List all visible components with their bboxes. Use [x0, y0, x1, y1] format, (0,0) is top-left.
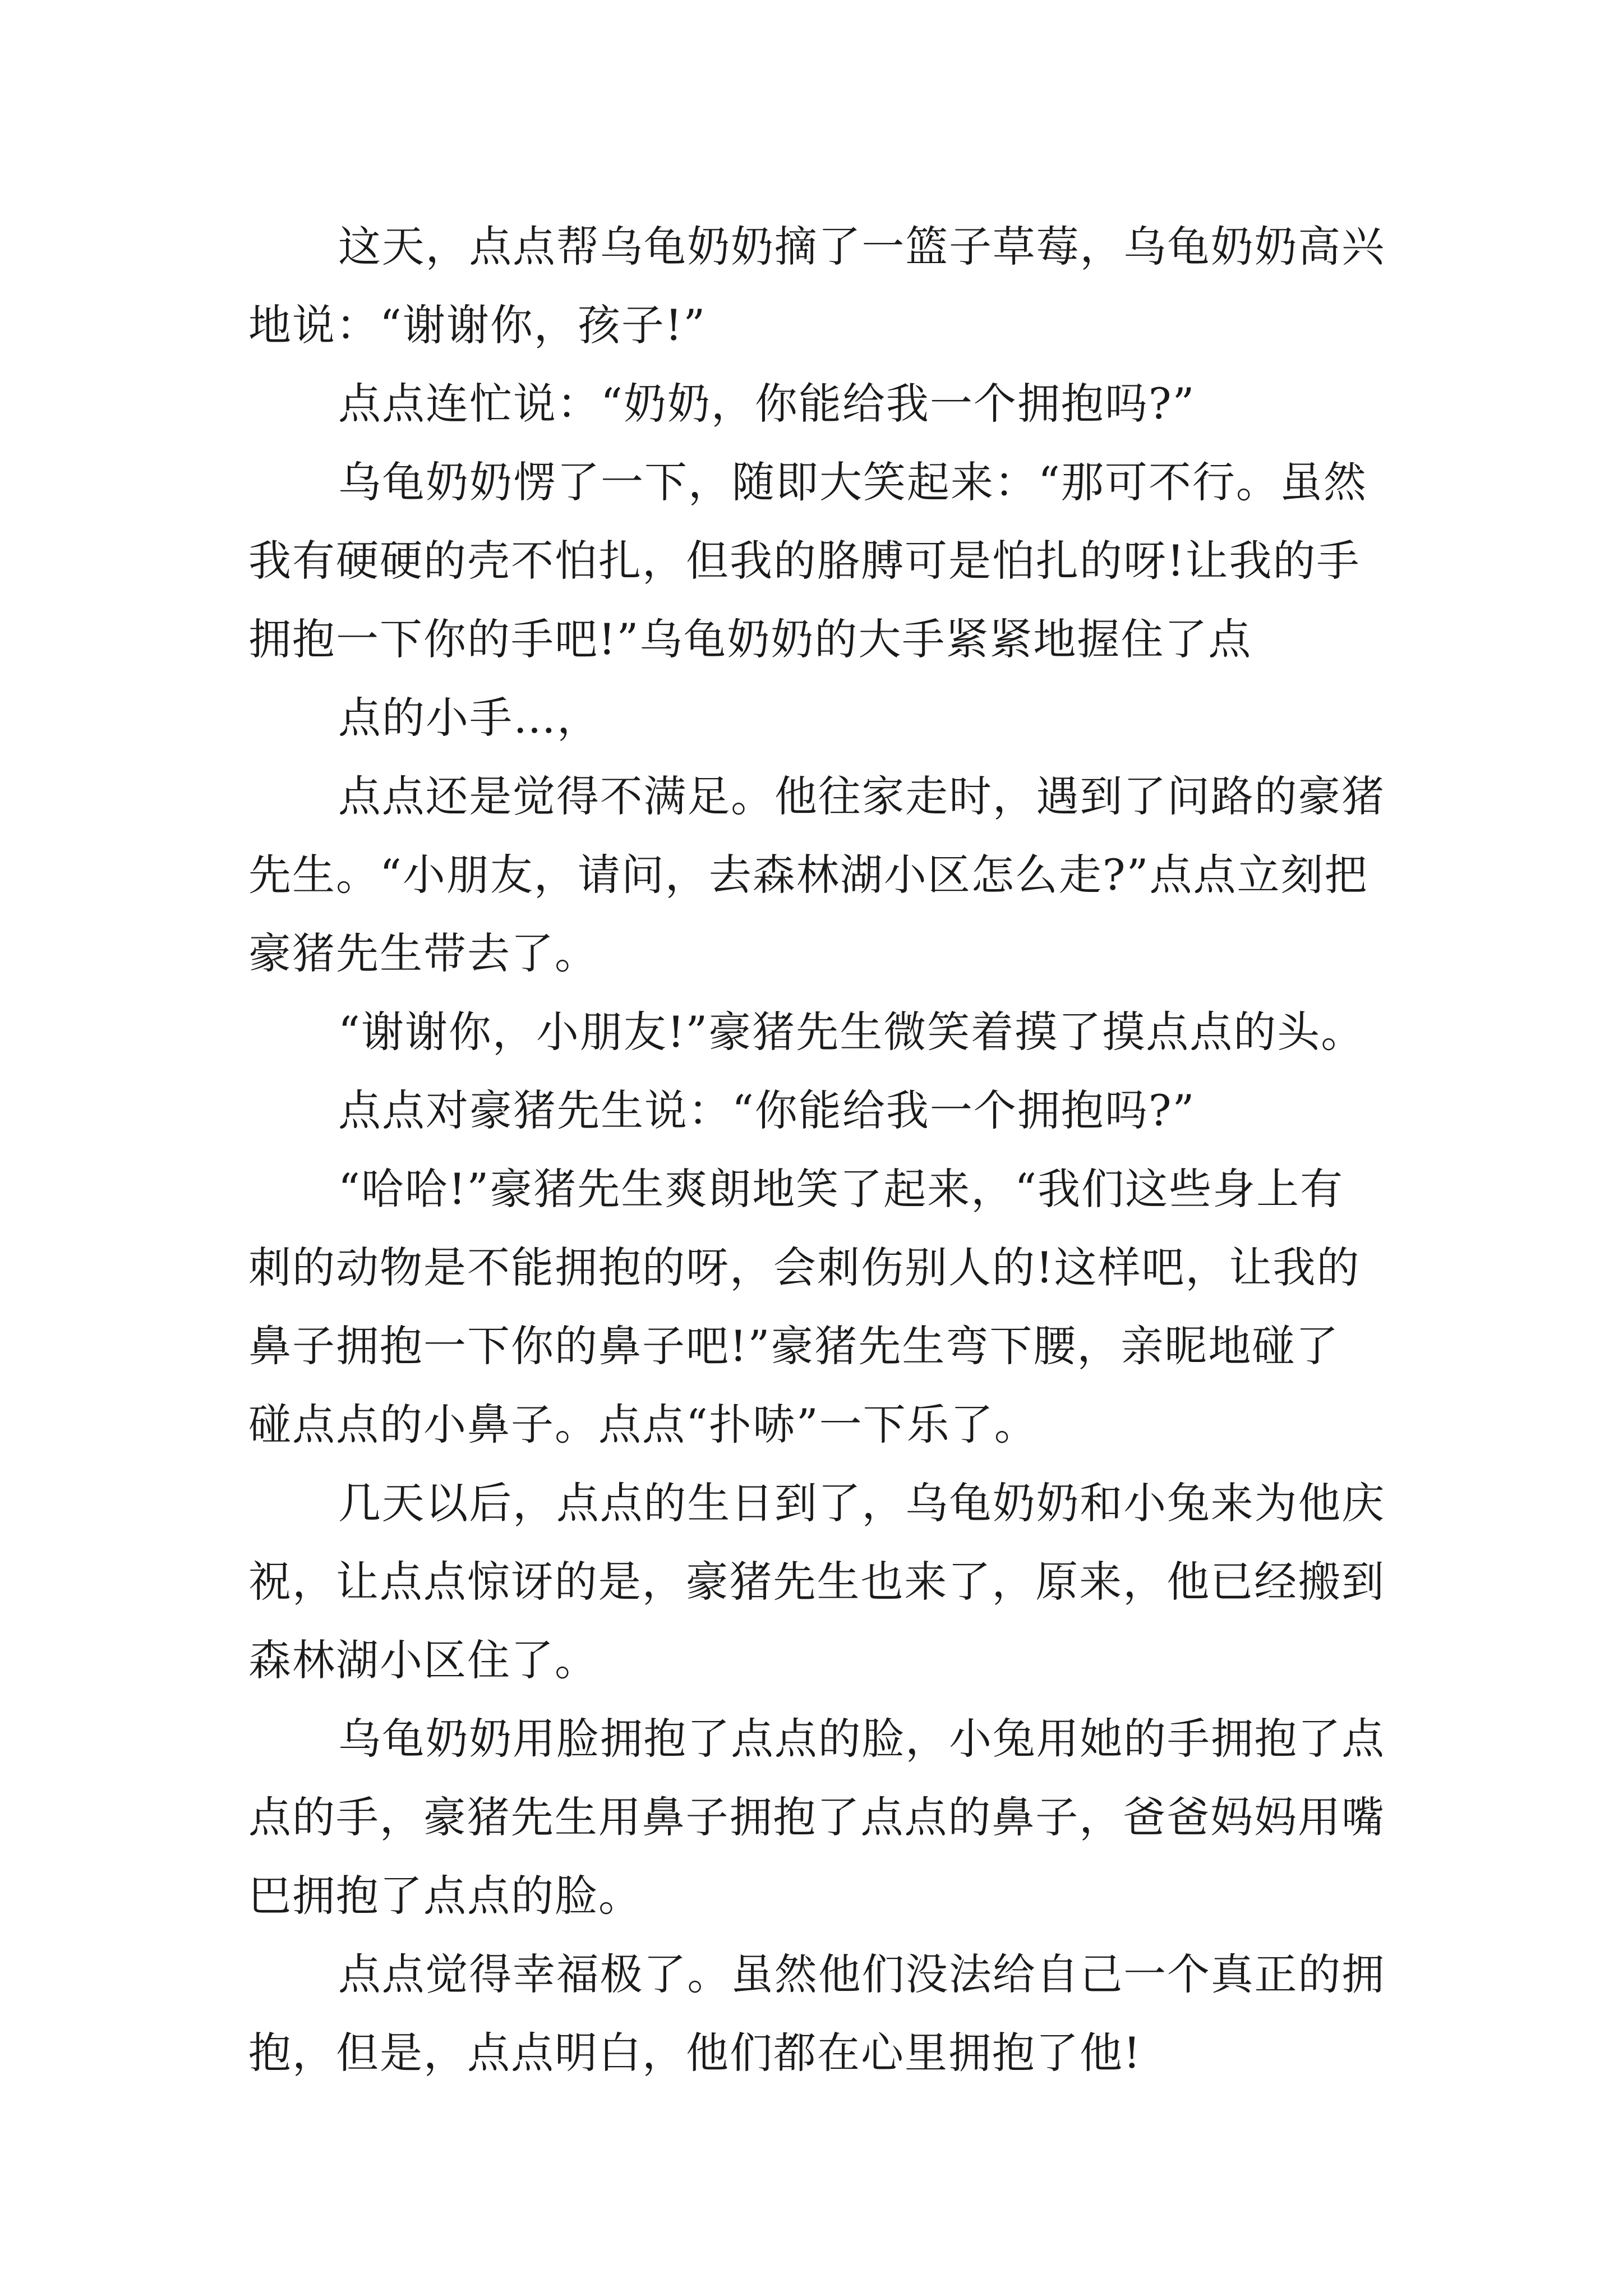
text-line: 乌龟奶奶愣了一下，随即大笑起来：“那可不行。虽然: [338, 457, 1367, 507]
text-line: 点点还是觉得不满足。他往家走时，遇到了问路的豪猪: [338, 771, 1385, 821]
text-line: “哈哈!”豪猪先生爽朗地笑了起来，“我们这些身上有: [338, 1164, 1344, 1214]
text-line: 我有硬硬的壳不怕扎，但我的胳膊可是怕扎的呀!让我的手: [248, 536, 1361, 586]
text-line: 乌龟奶奶用脸拥抱了点点的脸，小兔用她的手拥抱了点: [338, 1714, 1385, 1764]
text-line: 地说：“谢谢你，孩子!”: [248, 300, 707, 350]
text-line: 森林湖小区住了。: [248, 1635, 598, 1685]
text-line: 点的手，豪猪先生用鼻子拥抱了点点的鼻子，爸爸妈妈用嘴: [248, 1792, 1385, 1842]
text-line: 先生。“小朋友，请问，去森林湖小区怎么走?”点点立刻把: [248, 850, 1368, 900]
text-line: 点点连忙说：“奶奶，你能给我一个拥抱吗?”: [338, 379, 1196, 429]
text-line: 这天，点点帮乌龟奶奶摘了一篮子草莓，乌龟奶奶高兴: [338, 222, 1385, 272]
text-line: “谢谢你，小朋友!”豪猪先生微笑着摸了摸点点的头。: [338, 1007, 1365, 1057]
text-line: 抱，但是，点点明白，他们都在心里拥抱了他!: [248, 2028, 1142, 2078]
text-line: 鼻子拥抱一下你的鼻子吧!”豪猪先生弯下腰，亲昵地碰了: [248, 1321, 1340, 1371]
text-line: 点点觉得幸福极了。虽然他们没法给自己一个真正的拥: [338, 1949, 1385, 1999]
text-line: 巴拥抱了点点的脸。: [248, 1871, 642, 1921]
text-line: 碰点点的小鼻子。点点“扑哧”一下乐了。: [248, 1400, 1038, 1450]
text-line: 豪猪先生带去了。: [248, 928, 598, 978]
text-line: 点点对豪猪先生说：“你能给我一个拥抱吗?”: [338, 1085, 1196, 1135]
text-line: 几天以后，点点的生日到了，乌龟奶奶和小兔来为他庆: [338, 1478, 1385, 1528]
text-line: 点的小手…，: [338, 693, 601, 743]
text-line: 刺的动物是不能拥抱的呀，会刺伤别人的!这样吧，让我的: [248, 1243, 1361, 1292]
text-line: 拥抱一下你的手吧!”乌龟奶奶的大手紧紧地握住了点: [248, 614, 1252, 664]
text-line: 祝，让点点惊讶的是，豪猪先生也来了，原来，他已经搬到: [248, 1557, 1385, 1607]
